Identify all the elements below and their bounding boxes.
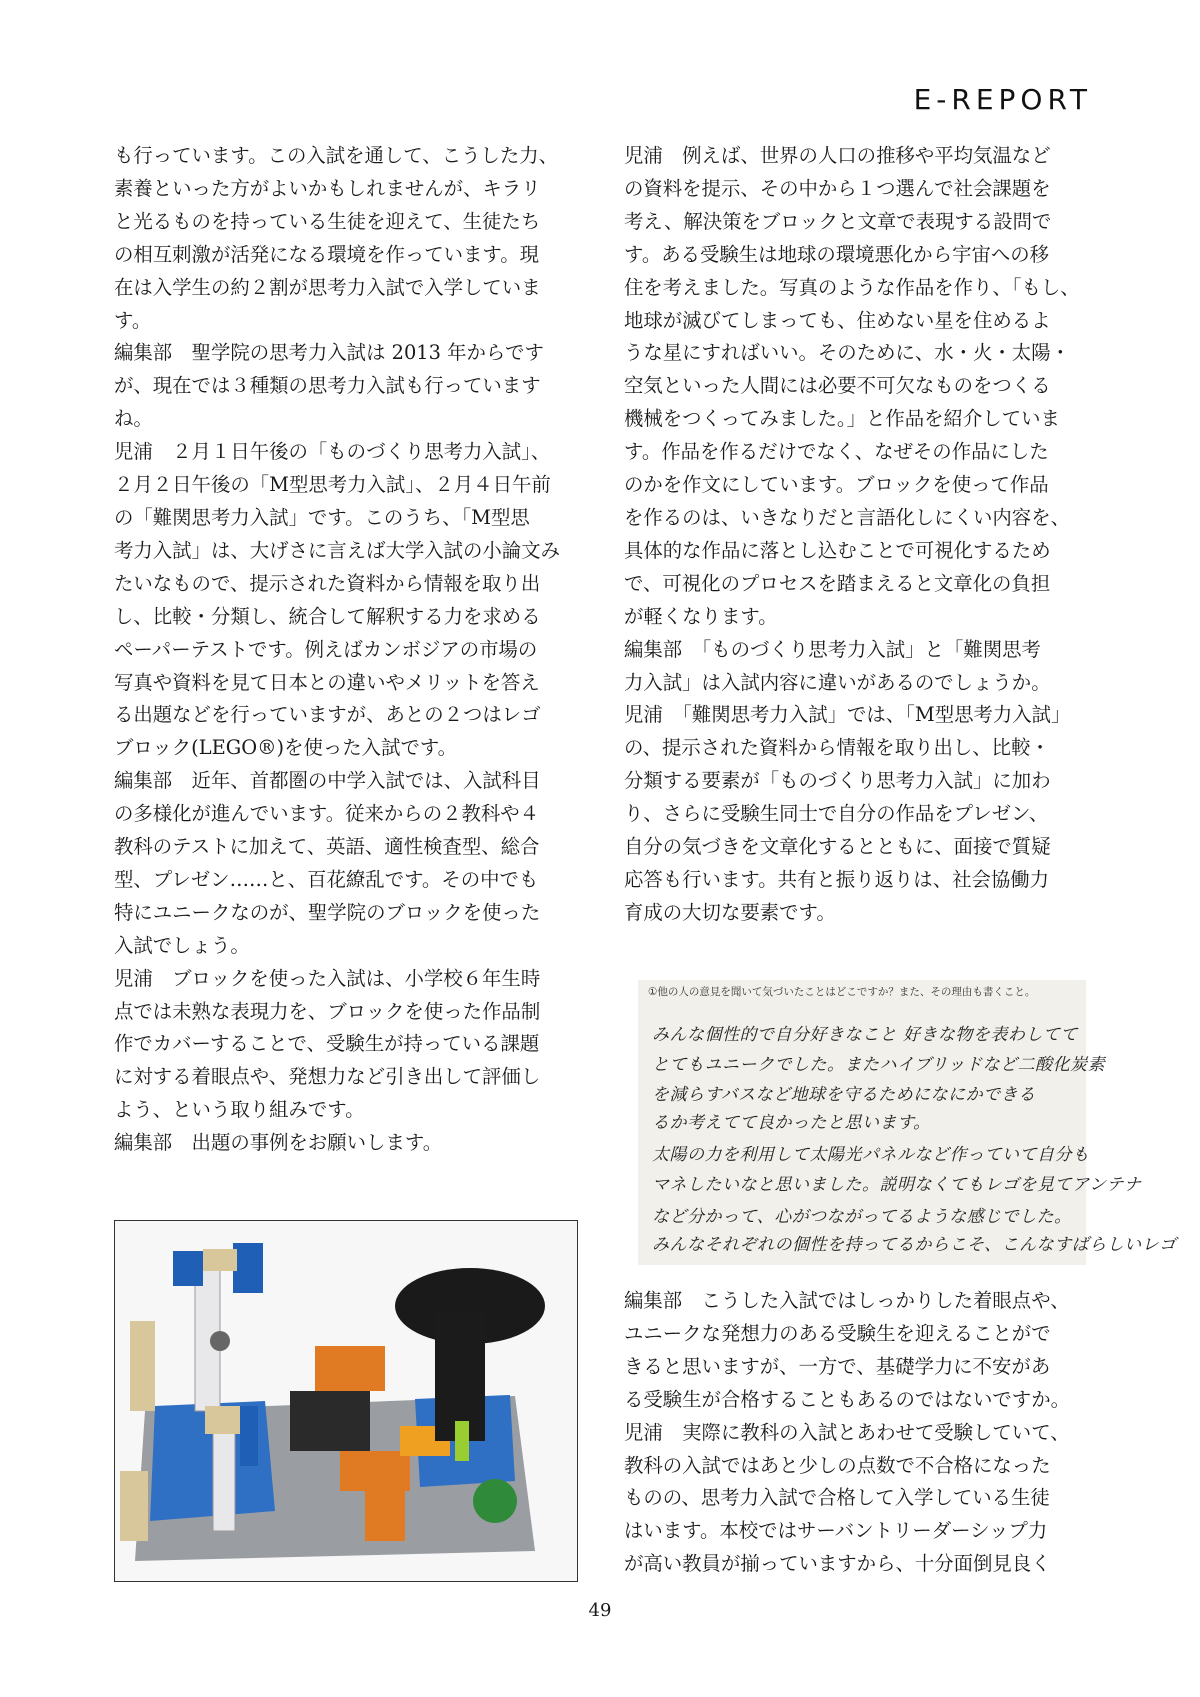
text-line: 教科の入試ではあと少しの点数で不合格になった <box>624 1453 1051 1477</box>
left-text-column <box>114 140 602 1160</box>
text-line: 特にユニークなのが、聖学院のブロックを使った <box>114 900 541 924</box>
text-line: 分類する要素が「ものづくり思考力入試」に加わ <box>624 769 1051 793</box>
text-line: きると思いますが、一方で、基礎学力に不安があ <box>624 1354 1051 1378</box>
text-line: を作るのは、いきなりだと言語化しにくい内容を、 <box>624 505 1070 529</box>
right-text-column-top <box>624 140 1112 930</box>
text-line: 育成の大切な要素です。 <box>624 900 836 924</box>
text-line: たいなもので、提示された資料から情報を取り出 <box>114 571 541 595</box>
text-line: 写真や資料を見て日本との違いやメリットを答え <box>114 670 540 694</box>
text-line: ブロック(LEGO®)を使った入試です。 <box>114 736 458 760</box>
text-line: 自分の気づきを文章化するとともに、面接で質疑 <box>624 835 1051 859</box>
text-line: 地球が滅びてしまっても、住めない星を住めるよ <box>624 308 1051 332</box>
handwritten-line: を減らすバスなど地球を守るためになにかできる <box>652 1085 1036 1105</box>
text-line: す。作品を作るだけでなく、なぜその作品にした <box>624 440 1049 464</box>
text-line: ペーパーテストです。例えばカンボジアの市場の <box>114 637 538 661</box>
right-text-column-bottom <box>624 1285 1112 1581</box>
text-line: で、可視化のプロセスを踏まえると文章化の負担 <box>624 571 1051 595</box>
text-line: 編集部 聖学院の思考力入試は 2013 年からです <box>114 341 544 365</box>
text-line: の資料を提示、その中から１つ選んで社会課題を <box>624 176 1051 200</box>
text-line: 児浦 例えば、世界の人口の推移や平均気温など <box>624 144 1051 167</box>
text-line: 作でカバーすることで、受験生が持っている課題 <box>114 1032 540 1056</box>
handwritten-line: マネしたいなと思いました。説明なくてもレゴを見てアンテナ <box>652 1175 1142 1195</box>
text-line: ２月２日午後の「M型思考力入試」、２月４日午前 <box>114 473 551 497</box>
text-line: よう、という取り組みです。 <box>114 1098 365 1122</box>
text-line: の相互刺激が活発になる環境を作っています。現 <box>114 242 540 266</box>
text-line: 点では未熟な表現力を、ブロックを使った作品制 <box>114 999 541 1023</box>
text-line: し、比較・分類し、統合して解釈する力を求める <box>114 604 541 628</box>
text-line: 編集部 近年、首都圏の中学入試では、入試科目 <box>114 769 541 793</box>
text-line: 具体的な作品に落とし込むことで可視化するため <box>624 538 1051 562</box>
text-line: 児浦 ブロックを使った入試は、小学校６年生時 <box>114 966 541 990</box>
text-line: ね。 <box>114 407 153 431</box>
text-line: の、提示された資料から情報を取り出し、比較・ <box>624 736 1050 760</box>
text-line: の「難関思考力入試」です。このうち、「M型思 <box>114 505 530 529</box>
text-line: 空気といった人間には必要不可欠なものをつくる <box>624 374 1051 398</box>
text-line: 教科のテストに加えて、英語、適性検査型、総合 <box>114 835 540 859</box>
text-line: 児浦 ２月１日午後の「ものづくり思考力入試」、 <box>114 440 551 464</box>
text-line: 応答も行います。共有と振り返りは、社会協働力 <box>624 867 1050 891</box>
text-line: の多様化が進んでいます。従来からの２教科や４ <box>114 802 540 826</box>
text-line: も行っています。この入試を通して、こうした力、 <box>114 144 559 167</box>
text-line: 素養といった方がよいかもしれませんが、キラリ <box>114 176 541 200</box>
text-line: 機械をつくってみました。」と作品を紹介していま <box>624 407 1060 431</box>
text-line: 編集部 「ものづくり思考力入試」と「難関思考 <box>624 637 1041 661</box>
text-line: 編集部 こうした入試ではしっかりした着眼点や、 <box>624 1289 1070 1312</box>
text-line: 在は入学生の約２割が思考力入試で入学していま <box>114 275 541 299</box>
text-line: 編集部 出題の事例をお願いします。 <box>114 1131 443 1155</box>
text-line: が軽くなります。 <box>624 604 778 628</box>
text-line: 児浦 実際に教科の入試とあわせて受験していて、 <box>624 1420 1070 1444</box>
handwritten-line: るか考えてて良かったと思います。 <box>652 1113 931 1133</box>
text-line: が高い教員が揃っていますから、十分面倒見良く <box>624 1552 1051 1576</box>
section-header: E-REPORT <box>913 83 1092 116</box>
handwritten-response-image <box>638 980 1177 1265</box>
text-line: うな星にすればいい。そのために、水・火・太陽・ <box>624 341 1070 365</box>
text-line: 考力入試」は、大げさに言えば大学入試の小論文み <box>114 538 560 562</box>
text-line: る出題などを行っていますが、あとの２つはレゴ <box>114 703 541 727</box>
handwritten-line: など分かって、心がつながってるような感じでした。 <box>652 1207 1072 1227</box>
text-line: のかを作文にしています。ブロックを使って作品 <box>624 473 1049 497</box>
text-line: 児浦 「難関思考力入試」では、「M型思考力入試」 <box>624 703 1071 727</box>
text-line: す。 <box>114 308 152 332</box>
handwritten-line: 太陽の力を利用して太陽光パネルなど作っていて自分も <box>652 1145 1090 1165</box>
text-line: ものの、思考力入試で合格して入学している生徒 <box>624 1486 1050 1510</box>
text-line: す。ある受験生は地球の環境悪化から宇宙への移 <box>624 242 1050 266</box>
text-line: が、現在では３種類の思考力入試も行っています <box>114 374 541 398</box>
text-line: ユニークな発想力のある受験生を迎えることがで <box>624 1321 1051 1345</box>
text-line: る受験生が合格することもあるのではないですか。 <box>624 1387 1070 1411</box>
text-line: と光るものを持っている生徒を迎えて、生徒たち <box>114 209 541 233</box>
text-line: 考え、解決策をブロックと文章で表現する設問で <box>624 209 1052 233</box>
text-line: り、さらに受験生同士で自分の作品をプレゼン、 <box>624 802 1049 826</box>
text-line: 入試でしょう。 <box>114 933 250 957</box>
page-number: 49 <box>588 1600 612 1621</box>
text-line: 力入試」は入試内容に違いがあるのでしょうか。 <box>624 670 1051 694</box>
handwritten-line: とてもユニークでした。またハイブリッドなど二酸化炭素 <box>652 1055 1106 1075</box>
text-line: 型、プレゼン……と、百花繚乱です。その中でも <box>114 867 539 891</box>
text-line: に対する着眼点や、発想力など引き出して評価し <box>114 1065 541 1089</box>
handwritten-line: みんな個性的で自分好きなこと 好きな物を表わしてて <box>652 1025 1078 1045</box>
lego-artwork-photo <box>114 1220 578 1582</box>
handwritten-prompt: ①他の人の意見を聞いて気づいたことはどこですか？また、その理由も書くこと。 <box>648 986 1036 998</box>
handwritten-line: みんなそれぞれの個性を持ってるからこそ、こんなすばらしいレゴ <box>652 1235 1177 1255</box>
text-line: はいます。本校ではサーバントリーダーシップ力 <box>624 1519 1048 1543</box>
text-line: 住を考えました。写真のような作品を作り、「もし、 <box>624 275 1080 299</box>
